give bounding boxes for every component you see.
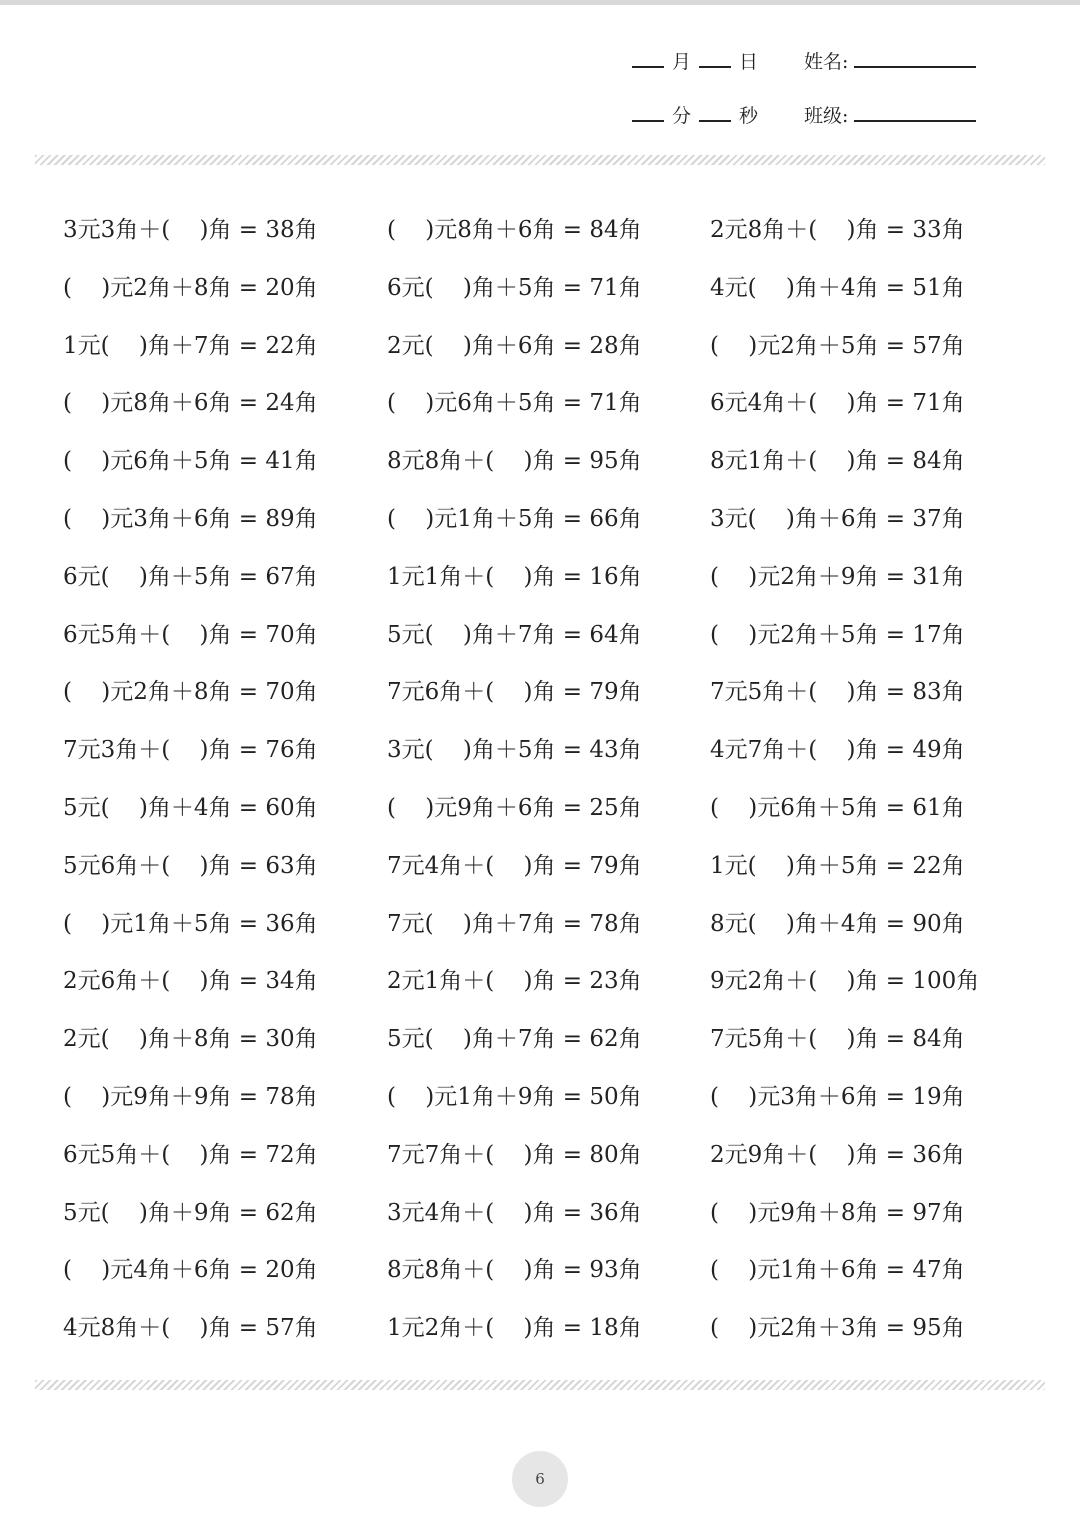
problem-item: 8元1角＋( )角 = 84角: [710, 448, 965, 475]
problem-item: 1元( )角＋7角 = 22角: [63, 332, 318, 359]
problem-item: ( )元4角＋6角 = 20角: [63, 1257, 318, 1284]
problem-item: ( )元2角＋3角 = 95角: [710, 1315, 965, 1342]
problem-row: [63, 491, 1043, 549]
problem-row: [63, 1127, 1043, 1185]
problem-item: 1元2角＋( )角 = 18角: [387, 1315, 642, 1342]
month-blank[interactable]: [632, 50, 664, 68]
problem-item: 9元2角＋( )角 = 100角: [710, 968, 980, 995]
problem-item: 6元( )角＋5角 = 67角: [63, 563, 318, 590]
problem-grid: [63, 202, 1043, 1358]
problem-row: [63, 1242, 1043, 1300]
problem-item: ( )元2角＋9角 = 31角: [710, 563, 965, 590]
problem-item: 6元( )角＋5角 = 71角: [387, 274, 642, 301]
second-blank[interactable]: [699, 104, 731, 122]
problem-row: [63, 433, 1043, 491]
problem-item: ( )元3角＋6角 = 19角: [710, 1083, 965, 1110]
problem-item: 7元6角＋( )角 = 79角: [387, 679, 642, 706]
problem-item: ( )元2角＋5角 = 57角: [710, 332, 965, 359]
day-blank[interactable]: [699, 50, 731, 68]
problem-item: 3元( )角＋5角 = 43角: [387, 737, 642, 764]
problem-item: 8元8角＋( )角 = 93角: [387, 1257, 642, 1284]
problem-item: ( )元2角＋8角 = 70角: [63, 679, 318, 706]
problem-item: ( )元6角＋5角 = 61角: [710, 794, 965, 821]
problem-item: 1元( )角＋5角 = 22角: [710, 852, 965, 879]
problem-item: 3元4角＋( )角 = 36角: [387, 1199, 642, 1226]
problem-item: 7元5角＋( )角 = 83角: [710, 679, 965, 706]
problem-item: ( )元2角＋5角 = 17角: [710, 621, 965, 648]
problem-item: 6元5角＋( )角 = 70角: [63, 621, 318, 648]
problem-item: 6元5角＋( )角 = 72角: [63, 1141, 318, 1168]
worksheet-header: [0, 0, 1080, 150]
problem-row: [63, 1069, 1043, 1127]
problem-item: 3元3角＋( )角 = 38角: [63, 217, 318, 243]
problem-item: 2元( )角＋6角 = 28角: [387, 332, 642, 359]
bottom-divider: [35, 1380, 1045, 1390]
month-label: 月: [672, 51, 692, 73]
problem-item: ( )元6角＋5角 = 41角: [63, 448, 318, 475]
problem-row: [63, 375, 1043, 433]
problem-item: ( )元9角＋6角 = 25角: [387, 794, 642, 821]
problem-item: 6元4角＋( )角 = 71角: [710, 390, 965, 417]
problem-item: ( )元1角＋9角 = 50角: [387, 1083, 642, 1110]
problem-row: [63, 722, 1043, 780]
name-label: 姓名:: [804, 51, 849, 73]
problem-item: 5元( )角＋7角 = 64角: [387, 621, 642, 648]
name-field[interactable]: [854, 50, 976, 68]
minute-label: 分: [672, 105, 692, 127]
problem-row: [63, 664, 1043, 722]
day-label: 日: [739, 51, 759, 73]
problem-item: ( )元8角＋6角 = 24角: [63, 390, 318, 417]
problem-item: 3元( )角＋6角 = 37角: [710, 505, 965, 532]
problem-item: 7元3角＋( )角 = 76角: [63, 737, 318, 764]
problem-item: 2元( )角＋8角 = 30角: [63, 1026, 318, 1053]
problem-row: [63, 1300, 1043, 1358]
problem-item: ( )元8角＋6角 = 84角: [387, 217, 642, 243]
problem-item: 7元4角＋( )角 = 79角: [387, 852, 642, 879]
problem-item: 4元7角＋( )角 = 49角: [710, 737, 965, 764]
problem-item: ( )元6角＋5角 = 71角: [387, 390, 642, 417]
time-class-row: [632, 101, 976, 131]
problem-row: [63, 260, 1043, 318]
problem-item: ( )元1角＋5角 = 66角: [387, 505, 642, 532]
problem-item: ( )元9角＋8角 = 97角: [710, 1199, 965, 1226]
problem-item: 8元( )角＋4角 = 90角: [710, 910, 965, 937]
class-label: 班级:: [804, 105, 849, 127]
problem-item: 2元9角＋( )角 = 36角: [710, 1141, 965, 1168]
problem-row: [63, 607, 1043, 665]
problem-item: 5元( )角＋9角 = 62角: [63, 1199, 318, 1226]
minute-blank[interactable]: [632, 104, 664, 122]
problem-row: [63, 953, 1043, 1011]
problem-item: ( )元2角＋8角 = 20角: [63, 274, 318, 301]
page-number: 6: [512, 1451, 568, 1507]
problem-row: [63, 1185, 1043, 1243]
problem-item: 7元( )角＋7角 = 78角: [387, 910, 642, 937]
problem-row: [63, 318, 1043, 376]
problem-row: [63, 780, 1043, 838]
problem-row: [63, 896, 1043, 954]
problem-row: [63, 838, 1043, 896]
problem-item: 8元8角＋( )角 = 95角: [387, 448, 642, 475]
class-field[interactable]: [854, 104, 976, 122]
date-name-row: [632, 47, 976, 77]
problem-item: 2元8角＋( )角 = 33角: [710, 217, 965, 243]
problem-item: 2元1角＋( )角 = 23角: [387, 968, 642, 995]
problem-item: ( )元9角＋9角 = 78角: [63, 1083, 318, 1110]
problem-item: 1元1角＋( )角 = 16角: [387, 563, 642, 590]
problem-item: 7元5角＋( )角 = 84角: [710, 1026, 965, 1053]
problem-row: [63, 549, 1043, 607]
problem-row: [63, 202, 1043, 260]
problem-item: 5元( )角＋4角 = 60角: [63, 794, 318, 821]
problem-item: ( )元1角＋5角 = 36角: [63, 910, 318, 937]
problem-item: 7元7角＋( )角 = 80角: [387, 1141, 642, 1168]
problem-item: 4元( )角＋4角 = 51角: [710, 274, 965, 301]
problem-item: 5元( )角＋7角 = 62角: [387, 1026, 642, 1053]
second-label: 秒: [739, 105, 759, 127]
problem-row: [63, 1011, 1043, 1069]
problem-item: ( )元1角＋6角 = 47角: [710, 1257, 965, 1284]
problem-item: 2元6角＋( )角 = 34角: [63, 968, 318, 995]
top-divider: [35, 155, 1045, 165]
problem-item: ( )元3角＋6角 = 89角: [63, 505, 318, 532]
problem-item: 5元6角＋( )角 = 63角: [63, 852, 318, 879]
problem-item: 4元8角＋( )角 = 57角: [63, 1315, 318, 1342]
